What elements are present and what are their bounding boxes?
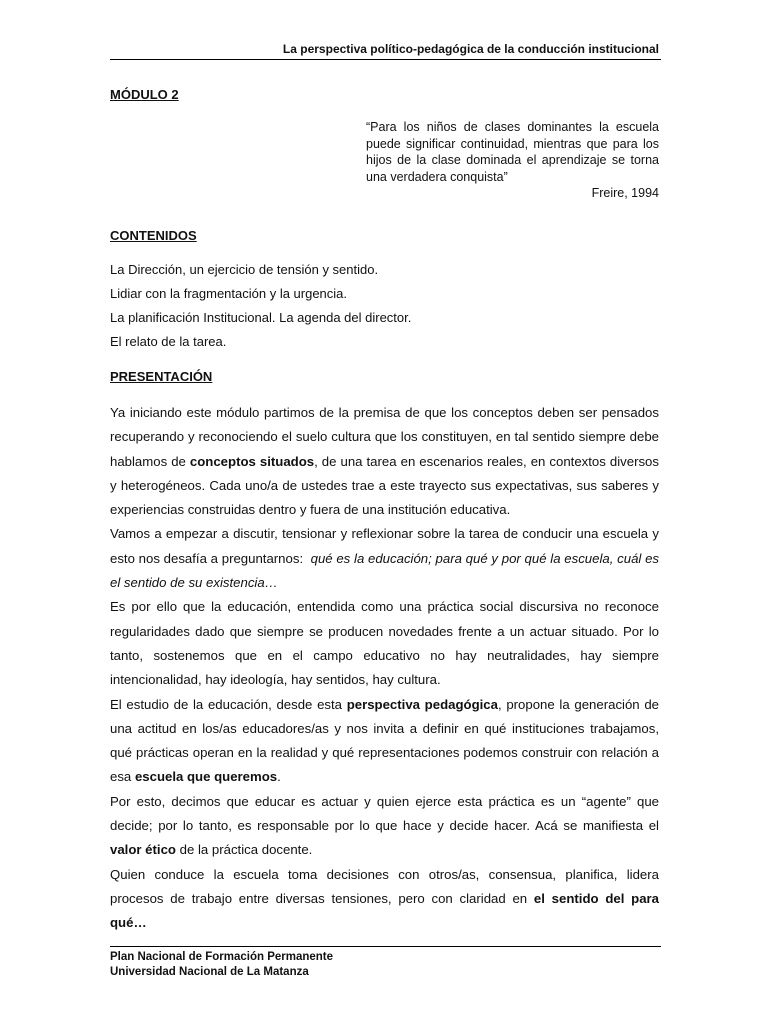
- contents-item: El relato de la tarea.: [110, 334, 227, 349]
- footer-line-2: Universidad Nacional de La Matanza: [110, 965, 309, 978]
- emphasis-perspectiva-pedagogica: perspectiva pedagógica: [346, 696, 498, 712]
- presentation-body: [110, 401, 659, 936]
- footer-rule: [110, 946, 661, 947]
- contents-item: Lidiar con la fragmentación y la urgencia.: [110, 286, 348, 301]
- contents-list: [110, 261, 659, 357]
- paragraph-5: Por esto, decimos que educar es actuar y quien ejerce esta práctica es un “agente” que decide; por lo tanto, es responsable por lo que hace y decide hacer. Acá se manifiesta el valor ético de la práctica docente.: [110, 793, 659, 858]
- footer-line-1: Plan Nacional de Formación Permanente: [110, 951, 334, 963]
- emphasis-sentido-para-que: el sentido del para qué…: [110, 890, 659, 931]
- contents-heading: CONTENIDOS: [110, 228, 197, 243]
- paragraph-1: Ya iniciando este módulo partimos de la premisa de que los conceptos deben ser pensados recuperando y reconociendo el suelo cultura que los constituyen, en tal sentido siempre debe hablamos de conceptos situados, de una tarea en escenarios reales, en contextos diversos y heterogéneos. Cada uno/a de ustedes trae a este trayecto sus expectativas, sus saberes y experiencias construidas dentro y fuera de una institución educativa.: [110, 405, 659, 518]
- paragraph-3: Es por ello que la educación, entendida como una práctica social discursiva no reconoce regularidades dado que siempre se producen novedades frente a un actuar situado. Por lo tanto, sostenemos que en el campo educativo no hay neutralidades, hay siempre intencionalidad, hay ideología, hay sentidos, hay cultura.: [110, 599, 659, 688]
- paragraph-4: El estudio de la educación, desde esta perspectiva pedagógica, propone la generación de una actitud en los/as educadores/as y nos invita a definir en qué instituciones trabajamos, qué prácticas operan en la realidad y qué representaciones podemos construir con relación a esa escuela que queremos.: [110, 696, 659, 785]
- module-title: MÓDULO 2: [110, 87, 179, 102]
- running-header-title: La perspectiva político-pedagógica de la conducción institucional: [282, 42, 659, 56]
- emphasis-escuela-que-queremos: escuela que queremos: [134, 769, 278, 785]
- emphasis-valor-etico: valor ético: [110, 842, 176, 858]
- contents-item: La planificación Institucional. La agenda del director.: [110, 310, 412, 325]
- emphasis-conceptos-situados: conceptos situados: [189, 453, 315, 469]
- epigraph-source: Freire, 1994: [591, 186, 659, 200]
- paragraph-2: Vamos a empezar a discutir, tensionar y reflexionar sobre la tarea de conducir una escuela y esto nos desafía a preguntarnos: qué es la educación; para qué y por qué la escuela, cuál es el sentido de su existencia…: [110, 526, 659, 591]
- italic-questions: qué es la educación; para qué y por qué la escuela, cuál es el sentido de su existencia…: [110, 550, 659, 591]
- header-rule: [110, 59, 661, 60]
- footer: [110, 950, 333, 979]
- contents-item: La Dirección, un ejercicio de tensión y sentido.: [110, 262, 379, 277]
- paragraph-6: Quien conduce la escuela toma decisiones con otros/as, consensua, planifica, lidera procesos de trabajo entre diversas tensiones, pero con claridad en el sentido del para qué…: [110, 866, 659, 931]
- presentation-heading: PRESENTACIÓN: [110, 369, 213, 384]
- epigraph-quote: “Para los niños de clases dominantes la escuela puede significar continuidad, mientras que para los hijos de la clase dominada el aprendizaje se torna una verdadera conquista”: [366, 120, 659, 184]
